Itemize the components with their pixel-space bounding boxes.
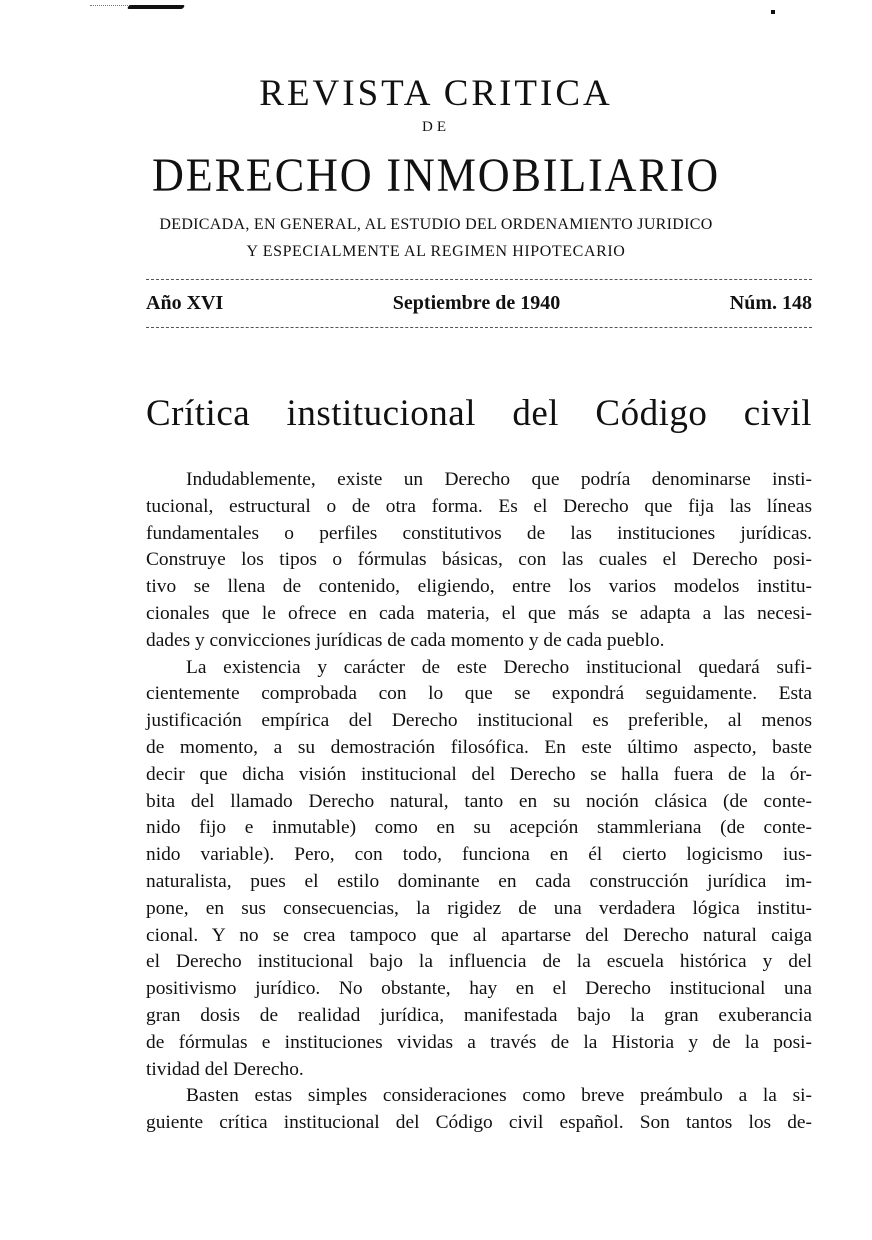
paragraph-2-line: tividad del Derecho. [146, 1058, 304, 1080]
paragraph-2-line: bita del llamado Derecho natural, tanto en su noción clásica (de conte- [146, 790, 812, 812]
divider-top [146, 279, 812, 280]
paragraph-2-line: nido variable). Pero, con todo, funciona en él cierto logicismo ius- [146, 844, 812, 866]
issue-info [146, 292, 812, 315]
paragraph-1-line: Indudablemente, existe un Derecho que podría denominarse insti- [186, 469, 812, 490]
paragraph-2-line: justificación empírica del Derecho institucional es preferible, al menos [146, 710, 812, 732]
issue-year: Año XVI [146, 292, 224, 314]
paragraph-2-line: gran dosis de realidad jurídica, manifestada bajo la gran exuberancia [146, 1004, 812, 1026]
journal-title-line1: REVISTA CRITICA [259, 73, 613, 114]
paragraph-2-line: La existencia y carácter de este Derecho institucional quedará sufi- [186, 656, 812, 678]
paragraph-3-line: Basten estas simples consideraciones como breve preámbulo a la si- [186, 1085, 812, 1107]
divider-bottom [146, 327, 812, 328]
paragraph-1-line: tivo se llena de contenido, eligiendo, entre los varios modelos institu- [146, 576, 812, 598]
paragraph-2-line: cientemente comprobada con lo que se expondrá seguidamente. Esta [146, 683, 812, 705]
paragraph-2-line: de fórmulas e instituciones vividas a través de la Historia y de la posi- [146, 1031, 812, 1053]
scan-artifact-mark [127, 5, 185, 9]
scan-artifact-dot [771, 10, 775, 14]
paragraph-1-line: Construye los tipos o fórmulas básicas, con las cuales el Derecho posi- [146, 549, 812, 571]
scan-artifact-dots [90, 5, 130, 8]
journal-title-line2: DE [422, 119, 450, 135]
paragraph-2-line: naturalista, pues el estilo dominante en cada construcción jurídica im- [146, 870, 812, 892]
paragraph-3-line: guiente crítica institucional del Código civil español. Son tantos los de- [146, 1112, 812, 1134]
paragraph-1-line: tucional, estructural o de otra forma. Es el Derecho que fija las líneas [146, 495, 812, 517]
article-body [146, 467, 812, 1137]
paragraph-2-line: decir que dicha visión institucional del Derecho se halla fuera de la ór- [146, 763, 812, 785]
issue-number: Núm. 148 [729, 292, 812, 314]
paragraph-2-line: de momento, a su demostración filosófica. En este último aspecto, baste [146, 736, 812, 758]
paragraph-2-line: pone, en sus consecuencias, la rigidez de una verdadera lógica institu- [146, 897, 812, 919]
paragraph-2-line: cional. Y no se crea tampoco que al apartarse del Derecho natural caiga [146, 924, 812, 946]
journal-subtitle-line1: DEDICADA, EN GENERAL, AL ESTUDIO DEL ORDENAMIENTO JURIDICO [159, 216, 713, 233]
issue-date: Septiembre de 1940 [392, 292, 561, 314]
article-title: Crítica institucional del Código civil [146, 393, 812, 434]
paragraph-1-line: cionales que le ofrece en cada materia, el que más se adapta a las necesi- [146, 602, 812, 624]
journal-subtitle-line2: Y ESPECIALMENTE AL REGIMEN HIPOTECARIO [246, 243, 626, 260]
paragraph-2-line: el Derecho institucional bajo la influencia de la escuela histórica y del [146, 951, 812, 973]
journal-title-line3: DERECHO INMOBILIARIO [152, 149, 720, 202]
paragraph-2-line: nido fijo e inmutable) como en su acepción stammleriana (de conte- [146, 817, 812, 839]
paragraph-2-line: positivismo jurídico. No obstante, hay en el Derecho institucional una [146, 978, 812, 1000]
paragraph-1-line: dades y convicciones jurídicas de cada momento y de cada pueblo. [146, 629, 665, 651]
paragraph-1-line: fundamentales o perfiles constitutivos de las instituciones jurídicas. [146, 522, 812, 544]
